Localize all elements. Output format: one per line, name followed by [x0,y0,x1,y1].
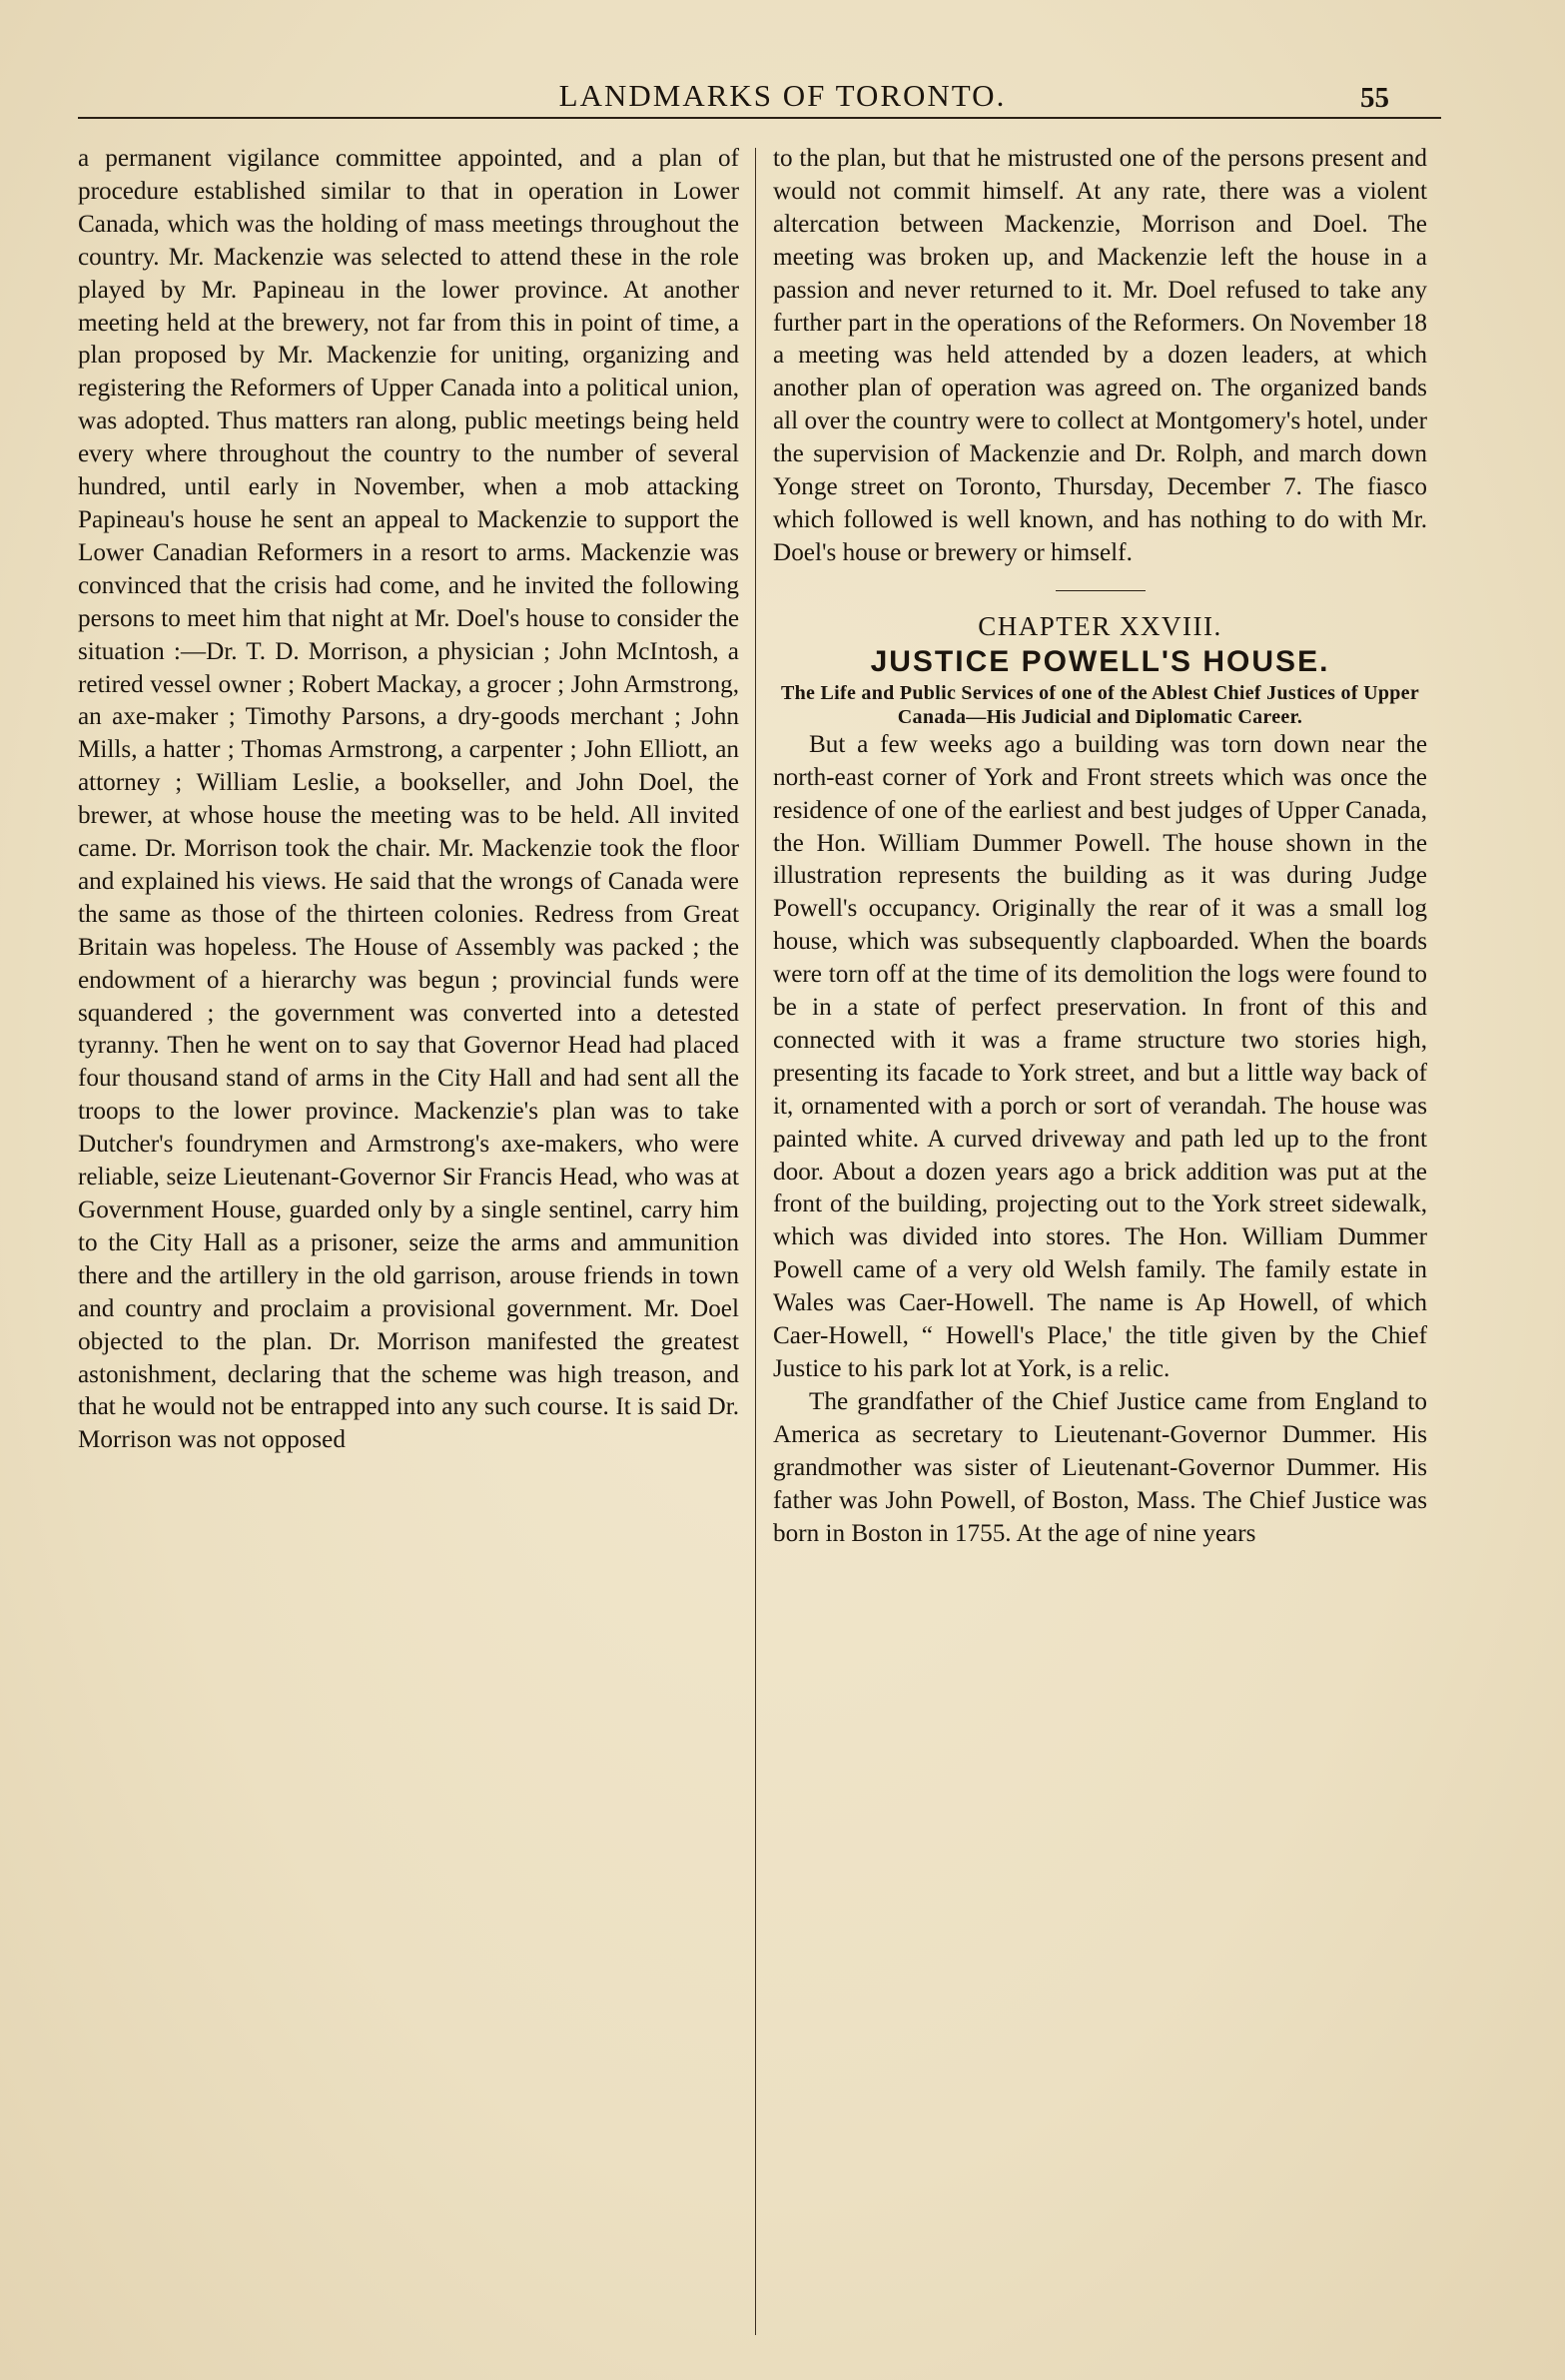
chapter-number: CHAPTER XXVIII. [978,610,1222,641]
chapter-paragraph: The grandfather of the Chief Justice came from England to America as secretary to Lieutenant-Governor Dummer. His grandmother was sister of Lieutenant-Governor Dummer. His father was John Powell, of Boston, Mass. The Chief Justice was born in Boston in 1755. At the age of nine years [773,1387,1427,1547]
section-divider [1056,590,1146,591]
page-number: 55 [1360,82,1389,114]
right-column [773,143,1427,1550]
column-divider [755,148,756,2335]
continued-paragraph: to the plan, but that he mistrusted one of the persons present and would not commit himself. At any rate, there was a violent altercation between Mackenzie, Morrison and Doel. The meeting was broken up, and Mackenzie left the house in a passion and never returned to it. Mr. Doel refused to take any further part in the operations of the Reformers. On November 18 a meeting was held attended by a dozen leaders, at which another plan of operation was agreed on. The organized bands all over the country were to collect at Montgomery's hotel, under the supervision of Mackenzie and Dr. Rolph, and march down Yonge street on Toronto, Thursday, December 7. The fiasco which followed is well known, and has nothing to do with Mr. Doel's house or brewery or himself. [773,145,1427,566]
chapter-paragraph: But a few weeks ago a building was torn down near the north-east corner of York and Front streets which was once the residence of one of the earliest and best judges of Upper Canada, the Hon. William Dummer Powell. The house shown in the illustration represents the building as it was during Judge Powell's occupancy. Originally the rear of it was a small log house, which was subsequently clapboarded. When the boards were torn off at the time of its demolition the logs were found to be in a state of perfect preservation. In front of this and connected with it was a frame structure two stories high, presenting its facade to York street, and but a little way back of it, ornamented with a porch or sort of verandah. The house was painted white. A curved driveway and path led up to the front door. About a dozen years ago a brick addition was put at the front of the building, projecting out to the York street sidewalk, which was divided into stores. The Hon. William Dummer Powell came of a very old Welsh family. The family estate in Wales was Caer-Howell. The name is Ap Howell, of which Caer-Howell, “ Howell's Place,' the title given by the Chief Justice to his park lot at York, is a relic. [773,730,1427,1382]
left-column [78,143,739,1457]
running-title: LANDMARKS OF TORONTO. [558,78,1007,113]
chapter-subtitle: The Life and Public Services of one of the Ablest Chief Justices of Upper Canada—His Judicial and Diplomatic Career. [780,681,1420,728]
chapter-title: JUSTICE POWELL'S HOUSE. [870,644,1330,678]
left-column-paragraph: a permanent vigilance committee appointed, and a plan of procedure established similar to that in operation in Lower Canada, which was the holding of mass meetings throughout the country. Mr. Mackenzie was selected to attend these in the role played by Mr. Papineau in the lower province. At another meeting held at the brewery, not far from this in point of time, a plan proposed by Mr. Mackenzie for uniting, organizing and registering the Reformers of Upper Canada into a political union, was adopted. Thus matters ran along, public meetings being held every where throughout the country to the number of several hundred, until early in November, when a mob attacking Papineau's house he sent an appeal to Mackenzie to support the Lower Canadian Reformers in a resort to arms. Mackenzie was convinced that the crisis had come, and he invited the following persons to meet him that night at Mr. Doel's house to consider the situation :—Dr. T. D. Morrison, a physician ; John McIntosh, a retired vessel owner ; Robert Mackay, a grocer ; John Armstrong, an axe-maker ; Timothy Parsons, a dry-goods merchant ; John Mills, a hatter ; Thomas Armstrong, a carpenter ; John Elliott, an attorney ; William Leslie, a bookseller, and John Doel, the brewer, at whose house the meeting was to be held. All invited came. Dr. Morrison took the chair. Mr. Mackenzie took the floor and explained his views. He said that the wrongs of Canada were the same as those of the thirteen colonies. Redress from Great Britain was hopeless. The House of Assembly was packed ; the endowment of a hierarchy was begun ; provincial funds were squandered ; the government was converted into a detested tyranny. Then he went on to say that Governor Head had placed four thousand stand of arms in the City Hall and had sent all the troops to the lower province. Mackenzie's plan was to take Dutcher's foundrymen and Armstrong's axe-makers, who were reliable, seize Lieutenant-Governor Sir Francis Head, who was at Government House, guarded only by a single sentinel, carry him to the City Hall as a prisoner, seize the arms and ammunition there and the artillery in the old garrison, arouse friends in town and country and proclaim a provisional government. Mr. Doel objected to the plan. Dr. Morrison manifested the greatest astonishment, declaring that the scheme was high treason, and that he would not be entrapped into any such course. It is said Dr. Morrison was not opposed [78,145,739,1454]
header-rule [78,117,1441,119]
